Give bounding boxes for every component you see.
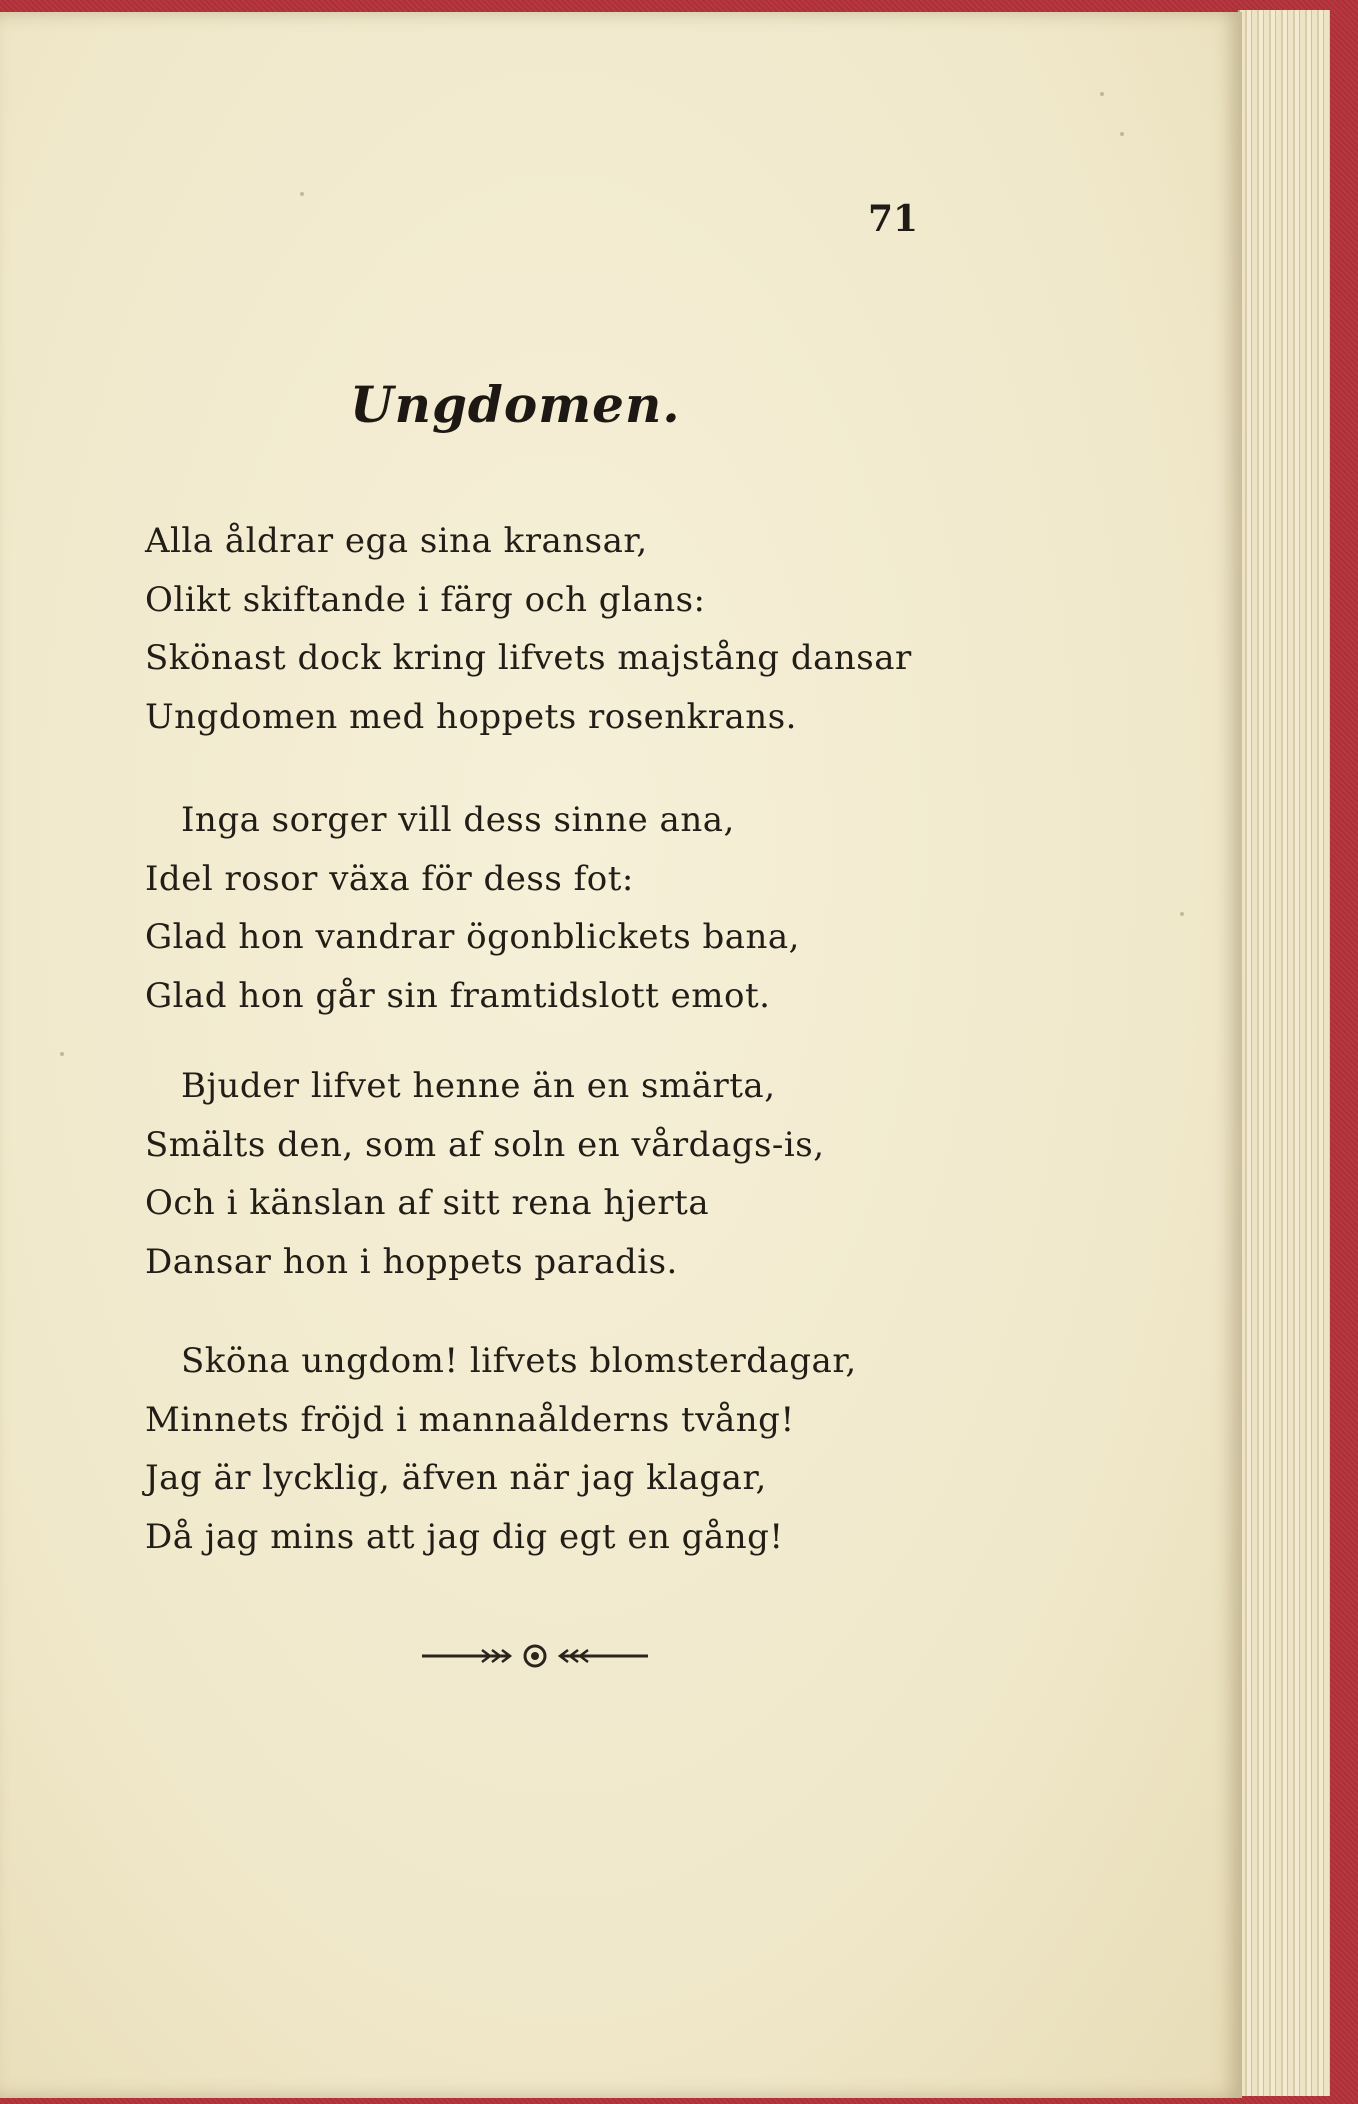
poem-line: Sköna ungdom! lifvets blomsterdagar, xyxy=(181,1341,857,1381)
paper-speck xyxy=(1120,132,1124,136)
poem-line: Alla åldrar ega sina kransar, xyxy=(145,521,648,561)
paper-speck xyxy=(60,1052,64,1056)
stanza-1 xyxy=(145,512,945,747)
stanza-4 xyxy=(145,1332,945,1567)
paper-speck xyxy=(1180,912,1184,916)
poem-line: Bjuder lifvet henne än en smärta, xyxy=(181,1066,776,1106)
paper-speck xyxy=(300,192,304,196)
poem-line: Skönast dock kring lifvets majstång dansar xyxy=(145,638,912,679)
book-page xyxy=(0,12,1242,2098)
page-number: 71 xyxy=(868,198,919,240)
poem-line: Dansar hon i hoppets paradis. xyxy=(145,1242,678,1283)
poem-title: Ungdomen. xyxy=(350,375,681,434)
stanza-2 xyxy=(145,791,945,1026)
poem-line: Smälts den, som af soln en vårdags-is, xyxy=(145,1124,825,1165)
poem-line: Olikt skiftande i färg och glans: xyxy=(145,579,706,620)
poem-line: Jag är lycklig, äfven när jag klagar, xyxy=(145,1458,767,1499)
poem-line: Minnets fröjd i mannaålderns tvång! xyxy=(145,1399,795,1440)
poem-line: Glad hon går sin framtidslott emot. xyxy=(145,976,771,1017)
paper-speck xyxy=(1100,92,1104,96)
page-edges xyxy=(1238,10,1330,2096)
poem-line: Inga sorger vill dess sinne ana, xyxy=(181,800,735,840)
fleuron-ornament-icon xyxy=(420,1638,650,1674)
poem-line: Då jag mins att jag dig egt en gång! xyxy=(145,1517,784,1558)
poem-line: Glad hon vandrar ögonblickets bana, xyxy=(145,917,800,958)
stanza-3 xyxy=(145,1057,945,1292)
poem-line: Idel rosor växa för dess fot: xyxy=(145,858,634,899)
poem-line: Ungdomen med hoppets rosenkrans. xyxy=(145,697,797,738)
poem-line: Och i känslan af sitt rena hjerta xyxy=(145,1183,710,1224)
